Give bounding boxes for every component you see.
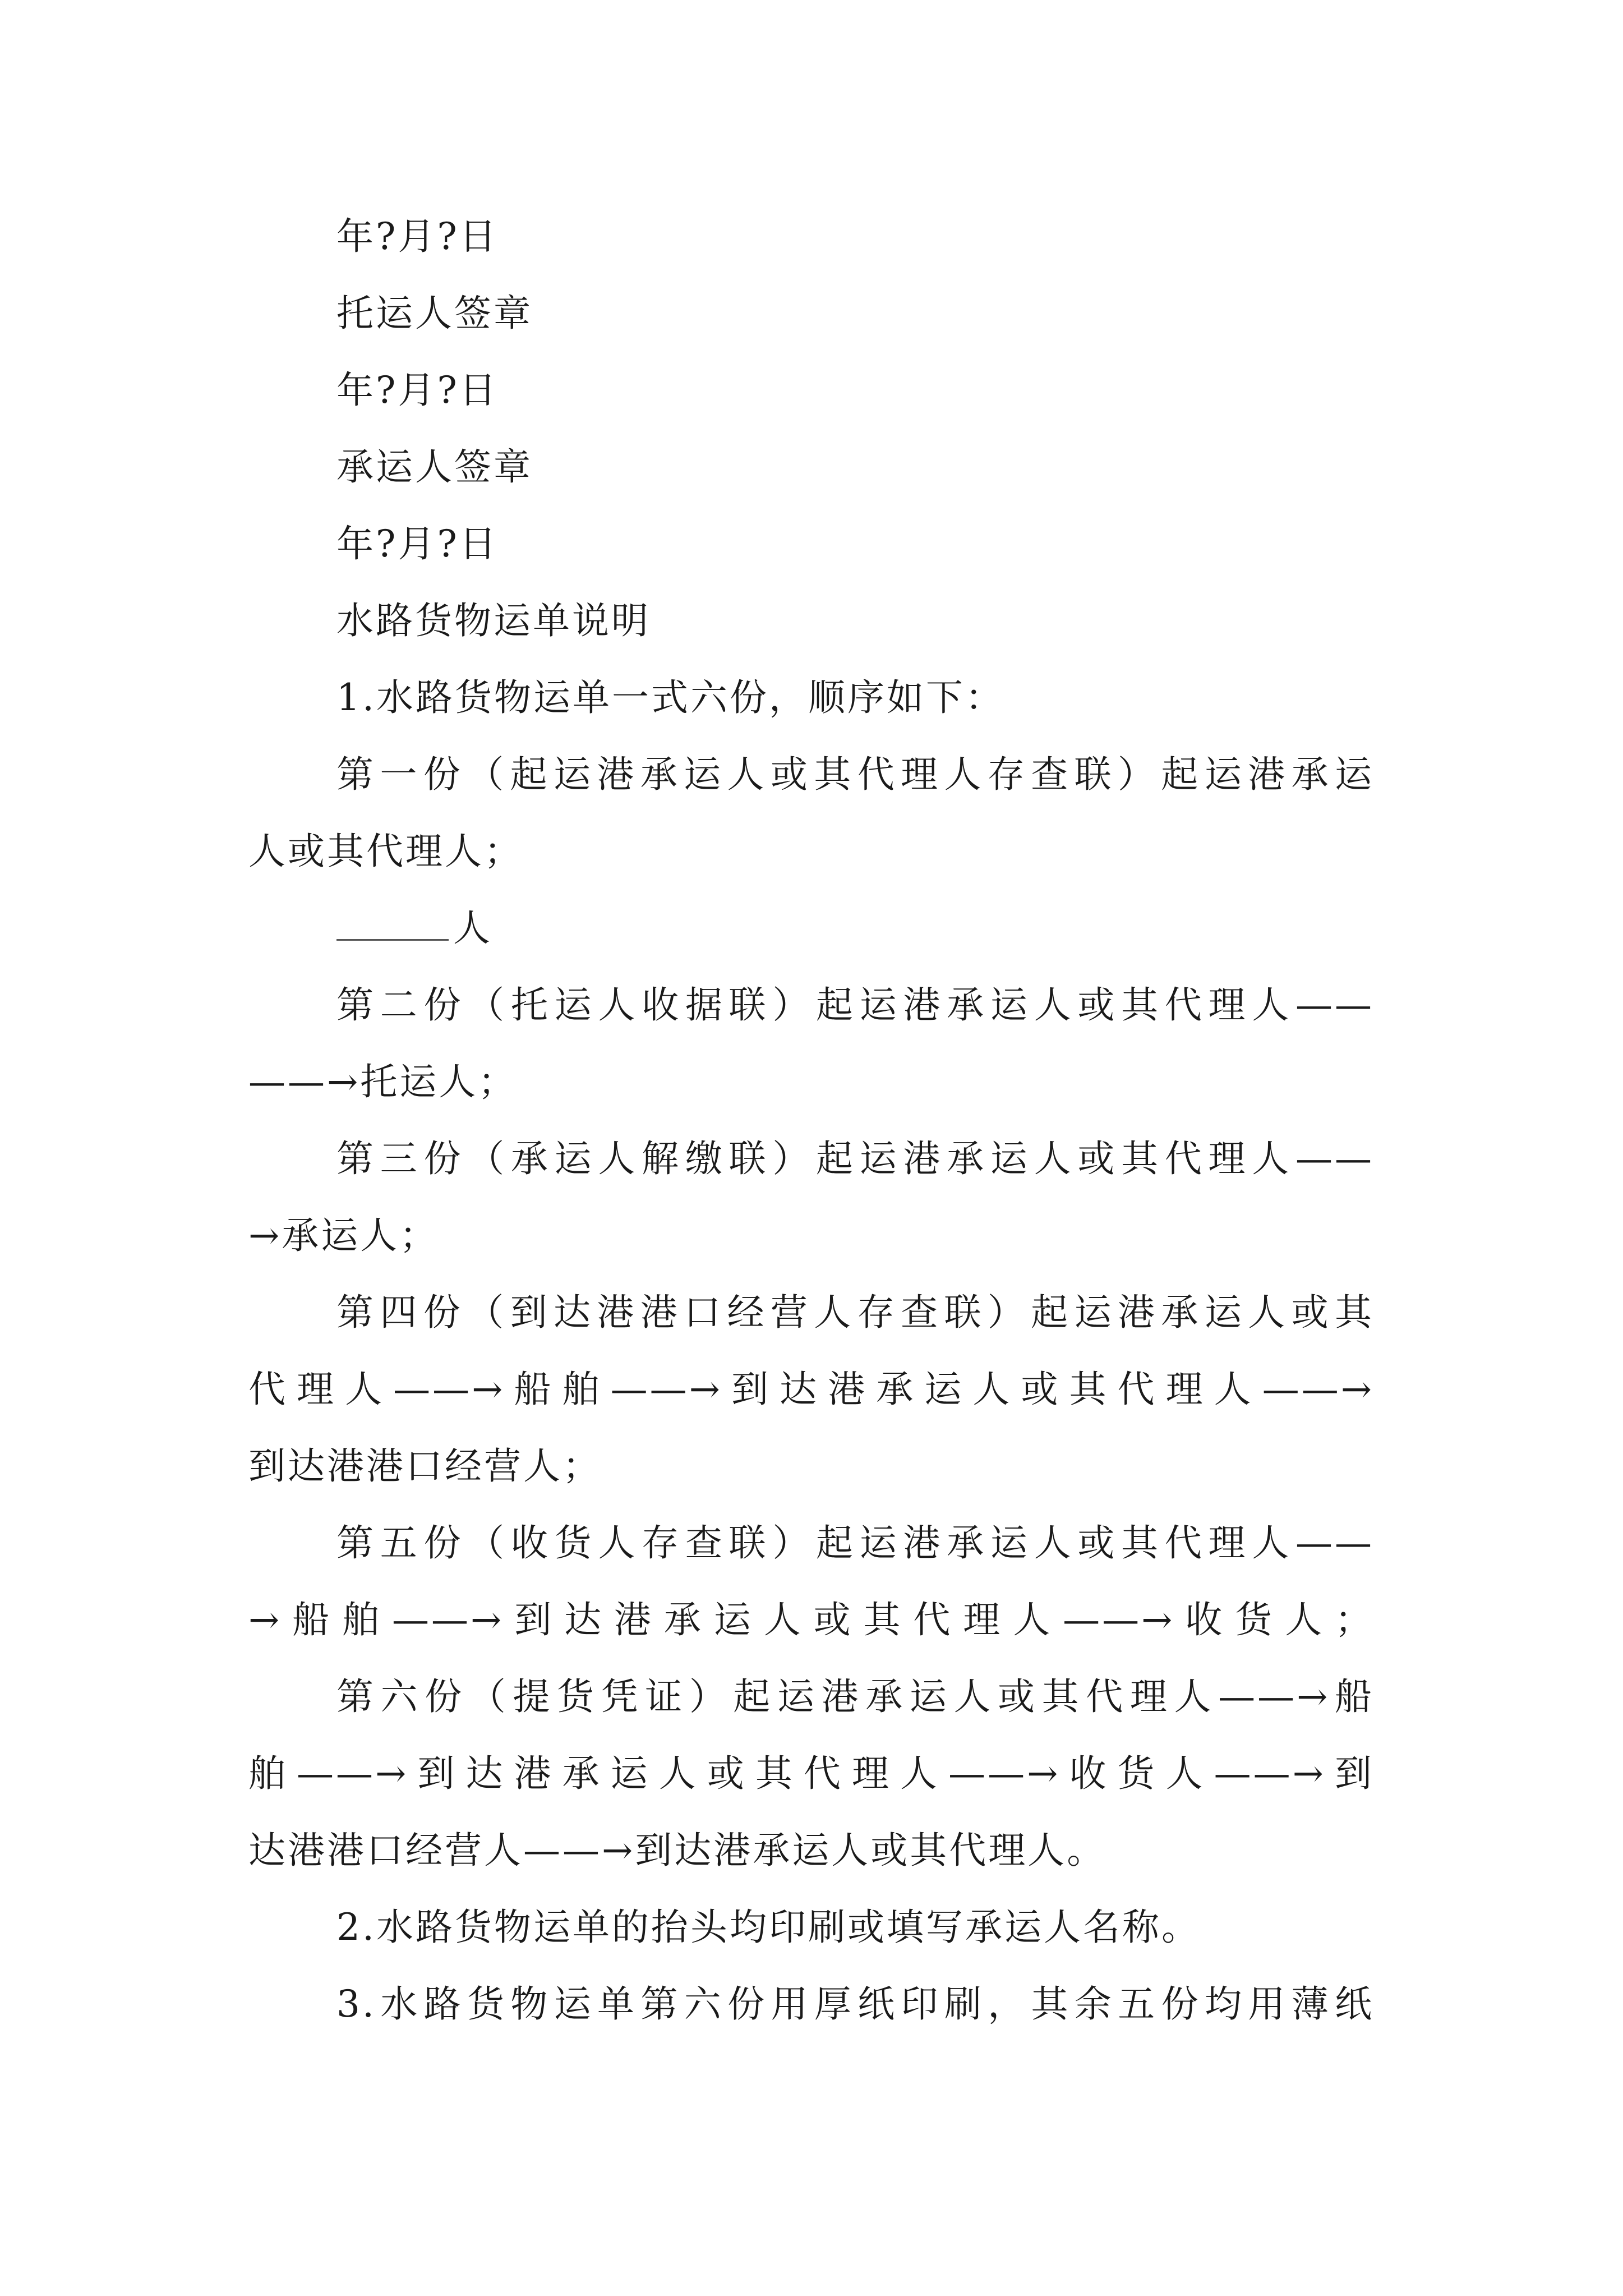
paragraph-line: →船舶——→到达港承运人或其代理人——→收货人； [248, 1598, 1374, 1641]
paragraph-line: 第四份（到达港港口经营人存查联）起运港承运人或其 [336, 1291, 1374, 1334]
blank-field-text: 人 [453, 907, 492, 950]
paragraph-line: 达港港口经营人——→到达港承运人或其代理人。 [248, 1829, 1106, 1872]
blank-underline [336, 905, 449, 941]
paragraph-line: ——→托运人； [248, 1060, 518, 1103]
paragraph-line: 2.水路货物运单的抬头均印刷或填写承运人名称。 [336, 1906, 1201, 1949]
paragraph-line: 第五份（收货人存查联）起运港承运人或其代理人—— [336, 1521, 1374, 1565]
paragraph-line: 人或其代理人； [248, 830, 523, 873]
carrier-signature-label: 承运人签章 [336, 445, 533, 489]
paragraph-line: →承运人； [248, 1214, 439, 1257]
paragraph-line: 3.水路货物运单第六份用厚纸印刷，其余五份均用薄纸 [336, 1982, 1374, 2026]
paragraph-line: 第六份（提货凭证）起运港承运人或其代理人——→船 [336, 1675, 1374, 1718]
paragraph-line: 1.水路货物运单一式六份，顺序如下： [336, 676, 1004, 719]
paragraph-line: 到达港港口经营人； [248, 1444, 602, 1488]
shipper-signature-label: 托运人签章 [336, 292, 533, 335]
paragraph-line: 第二份（托运人收据联）起运港承运人或其代理人—— [336, 983, 1374, 1027]
paragraph-line: 舶——→到达港承运人或其代理人——→收货人——→到 [248, 1752, 1374, 1795]
section-heading: 水路货物运单说明 [336, 599, 651, 642]
date-line: 年?月?日 [336, 369, 499, 412]
paragraph-line: 代理人——→船舶——→到达港承运人或其代理人——→ [248, 1368, 1374, 1411]
date-line: 年?月?日 [336, 215, 499, 258]
paragraph-line: 第一份（起运港承运人或其代理人存查联）起运港承运 [336, 753, 1374, 796]
date-line: 年?月?日 [336, 522, 499, 565]
paragraph-line: 第三份（承运人解缴联）起运港承运人或其代理人—— [336, 1137, 1374, 1180]
blank-field-line [336, 901, 492, 955]
